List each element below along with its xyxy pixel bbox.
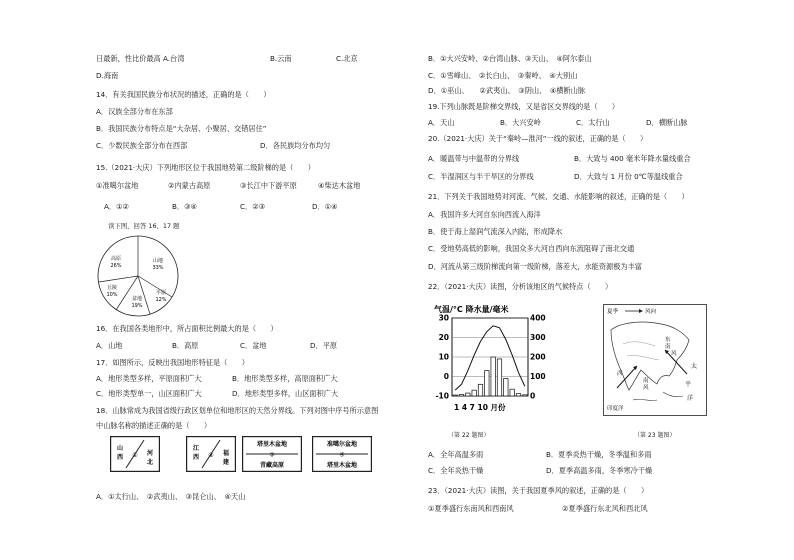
precip-bar-4 — [472, 390, 476, 396]
y2-tick-0: 0 — [530, 391, 536, 401]
question-15: 15.（2021·大庆）下列地形区位于我国地势第二级阶梯的是（ ） — [96, 163, 315, 172]
pie-label-mountain: 山地 — [152, 258, 164, 264]
question-15-item-2: ②内蒙古高原 — [168, 181, 211, 190]
question-20-option-a: A．暖温带与中温带的分界线 — [428, 154, 520, 163]
precip-bar-7 — [491, 357, 495, 396]
question-19: 19.下列山脉既是阶梯交界线，又是省区交界线的是（ ） — [428, 102, 620, 111]
mountain-box-3 — [242, 436, 302, 472]
question-18-option-a: A．①太行山、 ②武夷山、 ③昆仑山、 ④天山 — [96, 492, 246, 501]
question-23-item-2: ②夏季盛行东北风和西北风 — [562, 504, 648, 513]
box-4-bottom: 塔里木盆地 — [326, 462, 358, 469]
question-20: 20.（2021·大庆）关于“秦岭—淮河”一线的叙述，正确的是（ ） — [428, 134, 648, 143]
chart-x-axis-label: 1 4 7 10 月份 — [454, 403, 506, 412]
mountain-box-1 — [110, 436, 160, 472]
question-15-option-a: A．①② — [104, 202, 129, 211]
question-19-option-b: B．大兴安岭 — [500, 118, 541, 127]
map-label-wind: 风向 — [645, 309, 657, 315]
question-21-option-c: C．受地势高低的影响，我国众多大河自西向东流阻碍了南北交通 — [428, 244, 635, 253]
y-tick-2: 10 — [438, 352, 449, 362]
box-1-right-b: 北 — [146, 459, 154, 466]
precip-bar-12 — [523, 395, 527, 396]
pie-pct-hills: 10% — [106, 292, 118, 298]
map-label-tai: 太 — [691, 363, 698, 370]
question-14-option-c: C．少数民族全部分布在西部 — [96, 141, 188, 150]
map-label-indian-ocean: 印度洋 — [607, 406, 624, 412]
q18-option-d: D．①巫山、 ②武夷山、 ③阴山、 ④横断山脉 — [428, 86, 586, 95]
question-19-option-a: A．天山 — [428, 118, 455, 127]
question-21-option-d: D．河流从第三级阶梯流向第一级阶梯，落差大，水能资源极为丰富 — [428, 262, 642, 271]
question-22-option-a: A．全年高温多雨 — [428, 450, 484, 459]
precip-bar-1 — [453, 395, 457, 396]
question-21: 21．下列关于我国地势对河流、气候、交通、水能影响的叙述，正确的是（ ） — [428, 192, 689, 201]
terrain-pie-chart — [90, 232, 190, 320]
precip-bar-11 — [516, 394, 520, 396]
question-21-option-b: B．使于海上湿润气流深入内陆，形成降水 — [428, 227, 563, 236]
question-15-option-c: C．②③ — [240, 202, 266, 211]
question-15-item-3: ③长江中下游平原 — [240, 181, 297, 190]
pie-label-plateau: 高原 — [110, 256, 122, 262]
pie-label-basin: 盆地 — [131, 296, 143, 302]
box-1-num: ① — [132, 452, 138, 459]
precip-bar-6 — [485, 371, 489, 396]
question-19-option-d: D．横断山脉 — [646, 118, 688, 127]
y-tick-0: -10 — [435, 391, 449, 401]
question-15-option-b: B．③④ — [172, 202, 198, 211]
y-tick-4: 30 — [438, 313, 449, 323]
box-1-left-b: 西 — [116, 454, 124, 461]
intro-option-b: B.云南 — [270, 54, 292, 63]
question-22-option-b: B．夏季炎热干燥，冬季温和多雨 — [546, 450, 652, 459]
map-label-summer: 夏季 — [607, 309, 619, 315]
y-tick-1: 0 — [443, 372, 449, 381]
mountain-box-4 — [312, 436, 372, 472]
question-16: 16．在我国各类地形中，所占面积比例最大的是（ ） — [96, 324, 278, 333]
pie-pct-plain: 12% — [155, 297, 167, 303]
map-label-southeast-a: 东 — [665, 337, 671, 343]
box-2-left-b: 西 — [192, 454, 200, 461]
question-16-option-c: C．盆地 — [240, 341, 267, 350]
pie-label-plain: 平原 — [155, 290, 167, 296]
temperature-line — [455, 326, 525, 390]
chart-title: 气温/°C 降水量/毫米 — [434, 305, 509, 314]
intro-option-c: C.北京 — [336, 54, 358, 63]
precip-bar-5 — [478, 384, 482, 396]
map-label-yang: 洋 — [687, 395, 694, 402]
chart-grid — [452, 318, 528, 396]
question-14-option-d: D．各民族均分布均匀 — [260, 141, 331, 150]
question-14-option-a: A．汉族全部分布在东部 — [96, 107, 173, 116]
question-14: 14．有关我国民族分布状况的描述，正确的是（ ） — [96, 90, 271, 99]
intro-option-d: D.海南 — [96, 71, 119, 80]
question-16-option-d: D．平原 — [310, 341, 338, 350]
caption-22: （第 22 题图） — [448, 432, 490, 439]
caption-23: （第 23 题图） — [634, 432, 676, 439]
box-3-num: ③ — [269, 451, 275, 459]
box-4-num: ④ — [339, 451, 345, 459]
pie-pct-basin: 19% — [131, 303, 143, 309]
q18-option-c: C．①雪峰山、 ②长白山、 ③秦岭、 ④大别山 — [428, 71, 578, 80]
box-3-top: 塔里木盆地 — [256, 441, 288, 448]
map-label-southeast-b: 南 — [665, 344, 671, 350]
question-17-option-b: B．地形类型多样，高原面积广大 — [232, 374, 338, 383]
question-23: 23．（2021·大庆）读图，关于我国夏季风的叙述，正确的是（ ） — [428, 486, 649, 495]
precip-bar-9 — [504, 378, 508, 396]
pie-pct-plateau: 26% — [110, 263, 122, 269]
question-23-item-1: ①夏季盛行东南风和西南风 — [428, 504, 514, 513]
question-15-item-1: ①准噶尔盆地 — [96, 181, 139, 190]
question-15-item-4: ④柴达木盆地 — [318, 181, 361, 190]
question-16-option-b: B．高原 — [172, 341, 199, 350]
box-1-right-a: 河 — [146, 450, 154, 457]
box-2-num: ② — [208, 452, 214, 459]
box-2-left-a: 江 — [192, 445, 200, 452]
box-2-right-a: 福 — [222, 450, 230, 457]
intro-line: 日最新，性比价最高 A.台湾 — [96, 54, 185, 63]
y2-tick-1: 100 — [530, 372, 546, 381]
climate-chart — [428, 300, 552, 416]
pie-label-hills: 丘陵 — [106, 285, 118, 291]
question-22-option-d: D．夏季高温多雨，冬季寒冷干燥 — [546, 466, 653, 475]
map-label-southwest-b: 风 — [643, 385, 649, 391]
pie-pct-mountain: 33% — [152, 265, 164, 271]
read-figure-note: 读下图，回答 16、17 题 — [108, 222, 180, 230]
box-2-right-b: 建 — [222, 459, 230, 466]
question-17-option-a: A．地形类型多样，平原面积广大 — [96, 374, 202, 383]
map-label-southeast-c: 风 — [671, 351, 677, 357]
question-19-option-c: C．太行山 — [576, 118, 610, 127]
question-20-option-b: B．大致与 400 毫米年降水量线重合 — [574, 154, 691, 163]
y2-tick-3: 300 — [530, 333, 546, 342]
question-18-line-1: 18．山脉常成为我国省级行政区划单位和地形区的天然分界线。下列对图中序号所示意图 — [96, 406, 379, 415]
map-label-southwest-a: 南 — [643, 378, 649, 384]
monsoon-map — [603, 304, 707, 416]
box-1-left-a: 山 — [116, 445, 124, 452]
precip-bar-2 — [459, 394, 463, 396]
question-21-option-a: A．我国许多大河自东向西流入海洋 — [428, 210, 541, 219]
question-17-option-d: D．地形类型多样，山区面积广大 — [232, 389, 339, 398]
q18-option-b: B．①大兴安岭、②台湾山脉、③天山、 ④阿尔泰山 — [428, 54, 592, 63]
question-17-option-c: C．地形类型单一，山区面积广大 — [96, 389, 202, 398]
question-20-option-d: D．大致与 1 月份 0℃等温线重合 — [574, 172, 683, 181]
question-20-option-c: C．半湿润区与半干旱区的分界线 — [428, 172, 534, 181]
question-22: 22．（2021·大庆）读图，分析该地区的气候特点（ ） — [428, 282, 613, 291]
y2-tick-4: 400 — [530, 313, 546, 323]
map-label-ping: 平 — [685, 381, 692, 388]
question-18-line-2: 中山脉名称的描述正确的是（ ） — [96, 421, 212, 430]
precip-bar-10 — [510, 389, 514, 396]
mountain-box-2 — [186, 436, 236, 472]
question-22-option-c: C．全年炎热干燥 — [428, 466, 484, 475]
map-label-west: 西 — [617, 371, 623, 377]
box-3-bottom: 青藏高原 — [259, 462, 285, 469]
question-17: 17．如图所示，反映出我国地形特征是（ ） — [96, 358, 249, 367]
box-4-top: 准噶尔盆地 — [326, 441, 358, 448]
y-tick-3: 20 — [438, 333, 449, 342]
precip-bar-3 — [466, 393, 470, 396]
precip-bar-8 — [497, 359, 501, 396]
question-14-option-b: B．我国民族分布特点是“大杂居、小聚居、交错居住” — [96, 124, 267, 133]
question-16-option-a: A．山地 — [96, 341, 123, 350]
y2-tick-2: 200 — [530, 352, 546, 362]
question-15-option-d: D．①④ — [312, 202, 338, 211]
